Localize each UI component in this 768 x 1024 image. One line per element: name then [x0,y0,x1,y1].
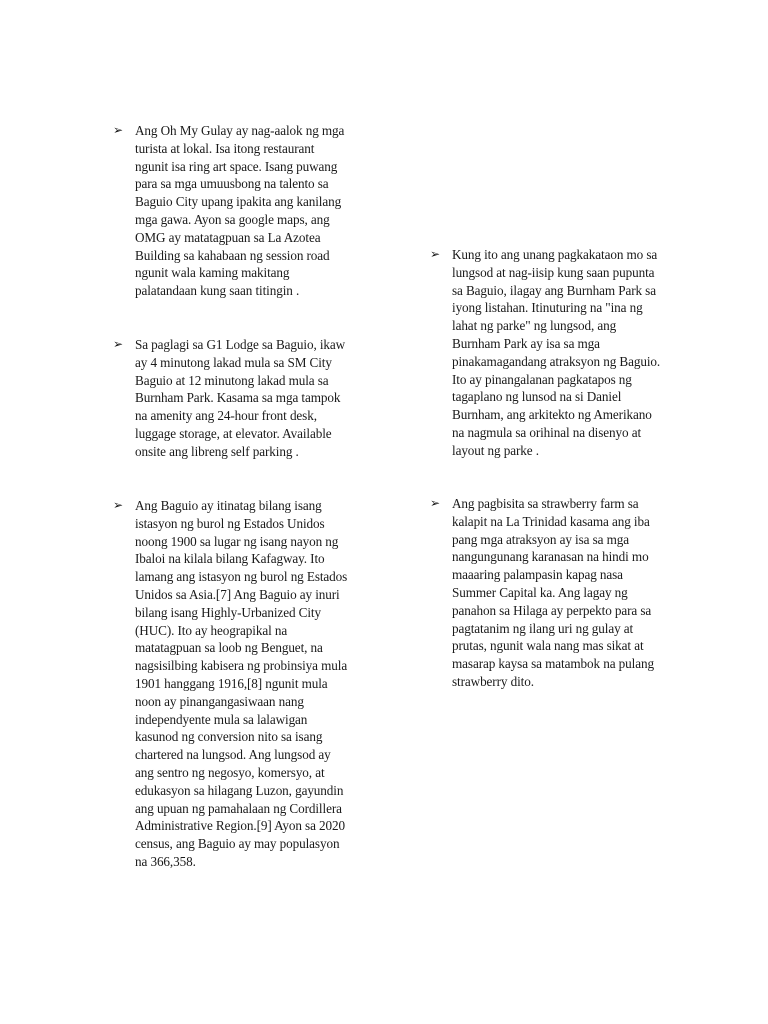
bullet-text: Ang pagbisita sa strawberry farm sa kalapit na La Trinidad kasama ang iba pang mga atraksyon ay isa sa mga nangungunang karanasan na hindi mo maaaring palampasin kapag nasa Summer Capital ka. Ang lagay ng panahon sa Hilaga ay perpekto para sa pagtatanim ng ilang uri ng gulay at prutas, ngunit wala nang mas sikat at masarap kaysa sa matambok na pulang strawberry dito. [452,496,654,689]
arrow-bullet-icon: ➢ [113,498,124,512]
bullet-item-burnham-park [430,246,702,460]
bullet-text: Kung ito ang unang pagkakataon mo sa lungsod at nag-iisip kung saan pupunta sa Baguio, ilagay ang Burnham Park sa iyong listahan. Itinuturing na "ina ng lahat ng parke" ng lungsod, ang Burnham Park ay isa sa mga pinakamagandang atraksyon ng Baguio. Ito ay pinangalanan pagkatapos ng tagaplano ng lunsod na si Daniel Burnham, ang arkitekto ng Amerikano na nagmula sa orihinal na disenyo at layout ng parke . [452,247,661,458]
arrow-bullet-icon: ➢ [113,123,124,137]
bullet-text: Sa paglagi sa G1 Lodge sa Baguio, ikaw ay 4 minutong lakad mula sa SM City Baguio at 12 minutong lakad mula sa Burnham Park. Kasama sa mga tampok na amenity ang 24-hour front desk, luggage storage, at elevator. Available onsite ang libreng self parking . [135,337,346,459]
bullet-item-g1-lodge [113,336,375,461]
bullet-item-baguio-history [113,497,375,871]
arrow-bullet-icon: ➢ [113,337,124,351]
bullet-item-oh-my-gulay [113,122,375,300]
arrow-bullet-icon: ➢ [430,247,441,261]
bullet-item-strawberry-farm [430,495,702,691]
bullet-text: Ang Baguio ay itinatag bilang isang istasyon ng burol ng Estados Unidos noong 1900 sa lugar ng isang nayon ng Ibaloi na kilala bilang Kafagway. Ito lamang ang istasyon ng burol ng Estados Unidos sa Asia.[7] Ang Baguio ay inuri bilang isang Highly-Urbanized City (HUC). Ito ay heograpikal na matatagpuan sa loob ng Benguet, na nagsisilbing kabisera ng probinsiya mula 1901 hanggang 1916,[8] ngunit mula noon ay pinangangasiwaan nang independyente mula sa lalawigan kasunod ng conversion nito sa isang chartered na lungsod. Ang lungsod ay ang sentro ng negosyo, komersyo, at edukasyon sa hilagang Luzon, gayundin ang upuan ng pamahalaan ng Cordillera Administrative Region.[9] Ayon sa 2020 census, ang Baguio ay may populasyon na 366,358. [135,498,348,869]
arrow-bullet-icon: ➢ [430,496,441,510]
bullet-text: Ang Oh My Gulay ay nag-aalok ng mga turista at lokal. Isa itong restaurant ngunit isa ring art space. Isang puwang para sa mga umuusbong na talento sa Baguio City upang ipakita ang kanilang mga gawa. Ayon sa google maps, ang OMG ay matatagpuan sa La Azotea Building sa kahabaan ng session road ngunit wala kaming makitang palatandaan kung saan titingin . [135,123,345,299]
